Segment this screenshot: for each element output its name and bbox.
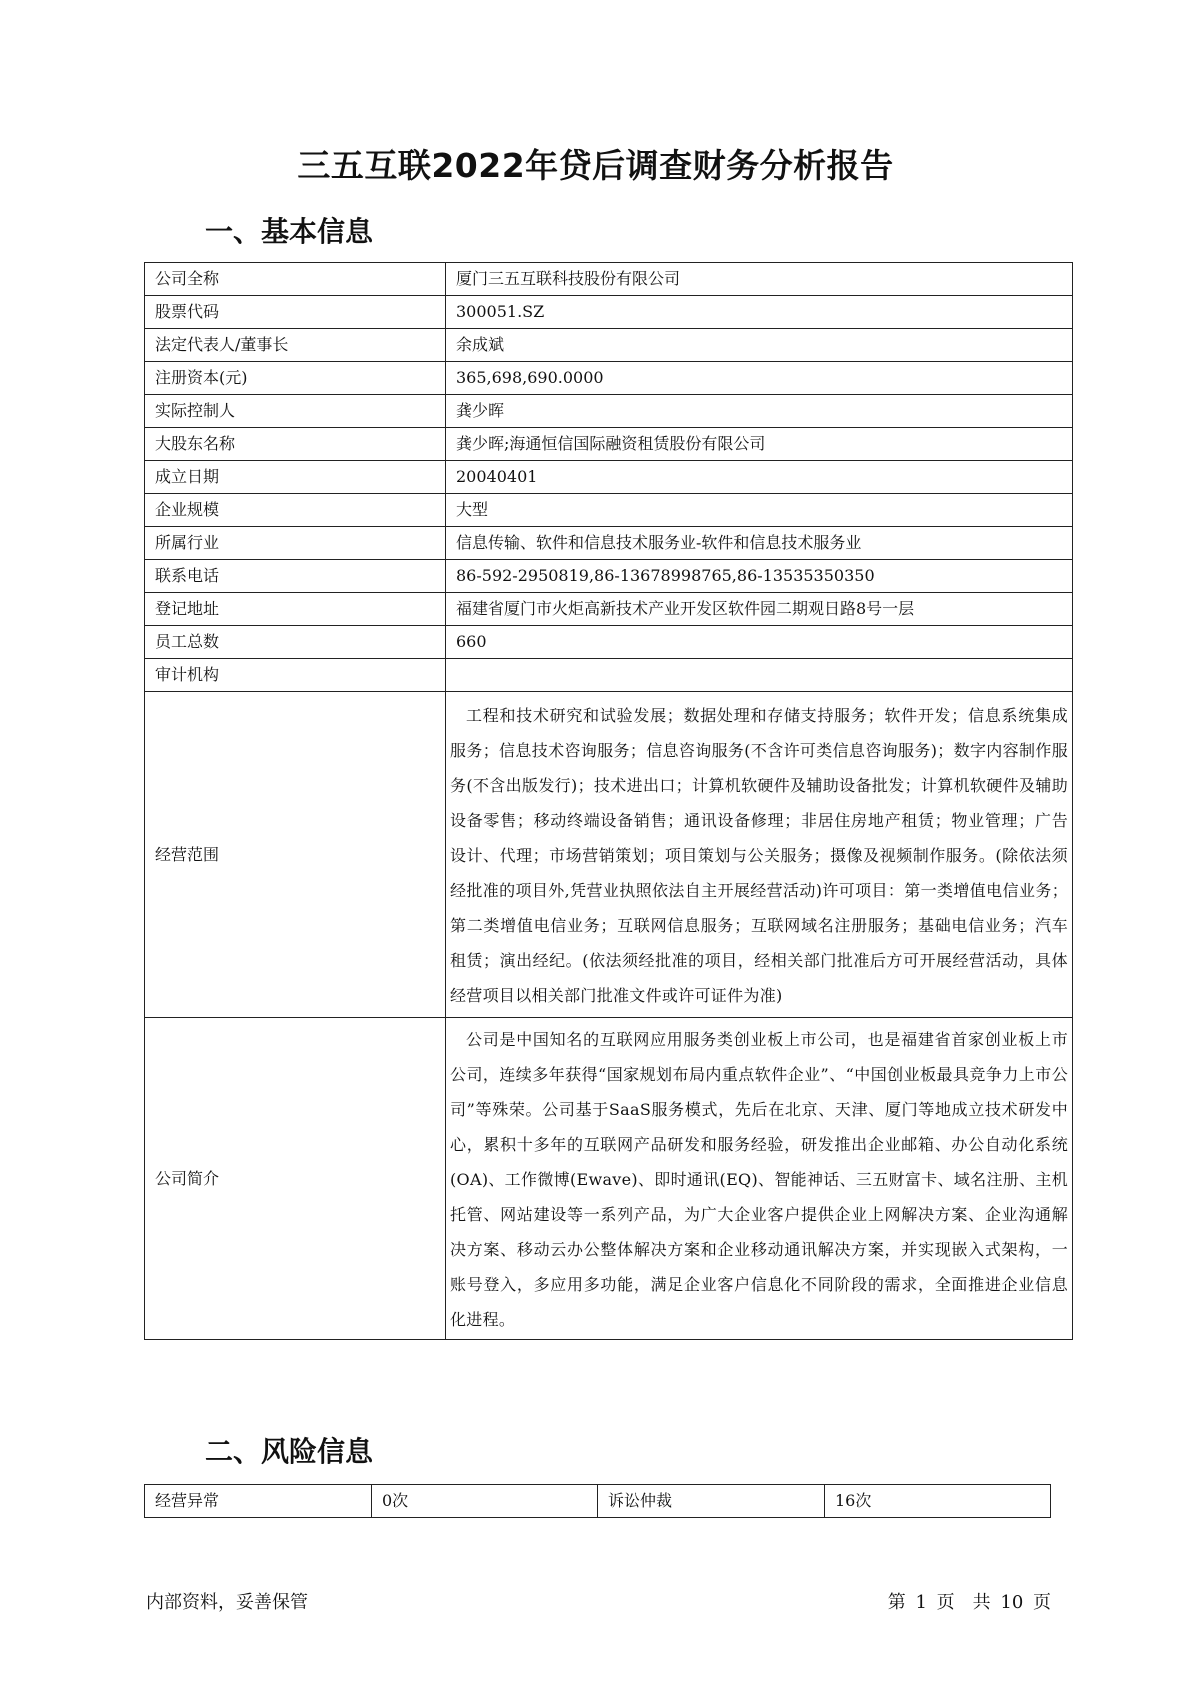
table-row <box>145 461 1073 494</box>
table-row <box>145 560 1073 593</box>
row-label: 大股东名称 <box>145 428 446 461</box>
company-profile-value: 公司是中国知名的互联网应用服务类创业板上市公司，也是福建省首家创业板上市公司，连续多年获得“国家规划布局内重点软件企业”、“中国创业板最具竞争力上市公司”等殊荣。公司基于SaaS服务模式，先后在北京、天津、厦门等地成立技术研发中心，累积十多年的互联网产品研发和服务经验，研发推出企业邮箱、办公自动化系统(OA)、工作微博(Ewave)、即时通讯(EQ)、智能神话、三五财富卡、域名注册、主机托管、网站建设等一系列产品，为广大企业客户提供企业上网解决方案、企业沟通解决方案、移动云办公整体解决方案和企业移动通讯解决方案，并实现嵌入式架构，一账号登入，多应用多功能，满足企业客户信息化不同阶段的需求，全面推进企业信息化进程。 <box>446 1018 1073 1340</box>
row-label: 企业规模 <box>145 494 446 527</box>
row-label: 联系电话 <box>145 560 446 593</box>
risk-label-litigation: 诉讼仲裁 <box>598 1485 825 1518</box>
row-value: 信息传输、软件和信息技术服务业-软件和信息技术服务业 <box>446 527 1073 560</box>
risk-value-abnormal: 0次 <box>372 1485 598 1518</box>
company-profile-row <box>145 1018 1073 1340</box>
row-label: 股票代码 <box>145 296 446 329</box>
risk-info-table <box>144 1484 1051 1518</box>
company-profile-label: 公司简介 <box>145 1018 446 1340</box>
row-label: 实际控制人 <box>145 395 446 428</box>
table-row <box>145 362 1073 395</box>
basic-info-table <box>144 262 1073 1340</box>
table-row <box>145 329 1073 362</box>
row-value: 86-592-2950819,86-13678998765,86-13535350350 <box>446 560 1073 593</box>
table-row <box>145 263 1073 296</box>
row-value: 龚少晖 <box>446 395 1073 428</box>
row-value: 厦门三五互联科技股份有限公司 <box>446 263 1073 296</box>
row-label: 登记地址 <box>145 593 446 626</box>
row-value: 福建省厦门市火炬高新技术产业开发区软件园二期观日路8号一层 <box>446 593 1073 626</box>
row-value: 大型 <box>446 494 1073 527</box>
row-label: 公司全称 <box>145 263 446 296</box>
row-label: 注册资本(元) <box>145 362 446 395</box>
row-value: 300051.SZ <box>446 296 1073 329</box>
row-value <box>446 659 1073 692</box>
row-label: 员工总数 <box>145 626 446 659</box>
section-heading-basic-info: 一、基本信息 <box>205 215 374 248</box>
row-value: 660 <box>446 626 1073 659</box>
row-label: 所属行业 <box>145 527 446 560</box>
table-row <box>145 395 1073 428</box>
section-heading-risk-info: 二、风险信息 <box>205 1435 374 1468</box>
table-row <box>145 659 1073 692</box>
row-label: 法定代表人/董事长 <box>145 329 446 362</box>
row-label: 成立日期 <box>145 461 446 494</box>
table-row <box>145 626 1073 659</box>
table-row <box>145 428 1073 461</box>
table-row <box>145 1485 1051 1518</box>
footer-confidential-note: 内部资料，妥善保管 <box>146 1592 308 1613</box>
business-scope-row <box>145 692 1073 1018</box>
business-scope-label: 经营范围 <box>145 692 446 1018</box>
business-scope-value: 工程和技术研究和试验发展；数据处理和存储支持服务；软件开发；信息系统集成服务；信息技术咨询服务；信息咨询服务(不含许可类信息咨询服务)；数字内容制作服务(不含出版发行)；技术进出口；计算机软硬件及辅助设备批发；计算机软硬件及辅助设备零售；移动终端设备销售；通讯设备修理；非居住房地产租赁；物业管理；广告设计、代理；市场营销策划；项目策划与公关服务；摄像及视频制作服务。(除依法须经批准的项目外,凭营业执照依法自主开展经营活动)许可项目：第一类增值电信业务；第二类增值电信业务；互联网信息服务；互联网域名注册服务；基础电信业务；汽车租赁；演出经纪。(依法须经批准的项目，经相关部门批准后方可开展经营活动，具体经营项目以相关部门批准文件或许可证件为准) <box>446 692 1073 1018</box>
row-value: 365,698,690.0000 <box>446 362 1073 395</box>
risk-value-litigation: 16次 <box>825 1485 1051 1518</box>
row-value: 余成斌 <box>446 329 1073 362</box>
row-value: 龚少晖;海通恒信国际融资租赁股份有限公司 <box>446 428 1073 461</box>
document-title: 三五互联2022年贷后调查财务分析报告 <box>297 146 894 185</box>
table-row <box>145 593 1073 626</box>
footer-page-number: 第 1 页 共 10 页 <box>887 1592 1051 1613</box>
row-value: 20040401 <box>446 461 1073 494</box>
row-label: 审计机构 <box>145 659 446 692</box>
table-row <box>145 527 1073 560</box>
table-row <box>145 494 1073 527</box>
risk-label-abnormal: 经营异常 <box>145 1485 372 1518</box>
table-row <box>145 296 1073 329</box>
